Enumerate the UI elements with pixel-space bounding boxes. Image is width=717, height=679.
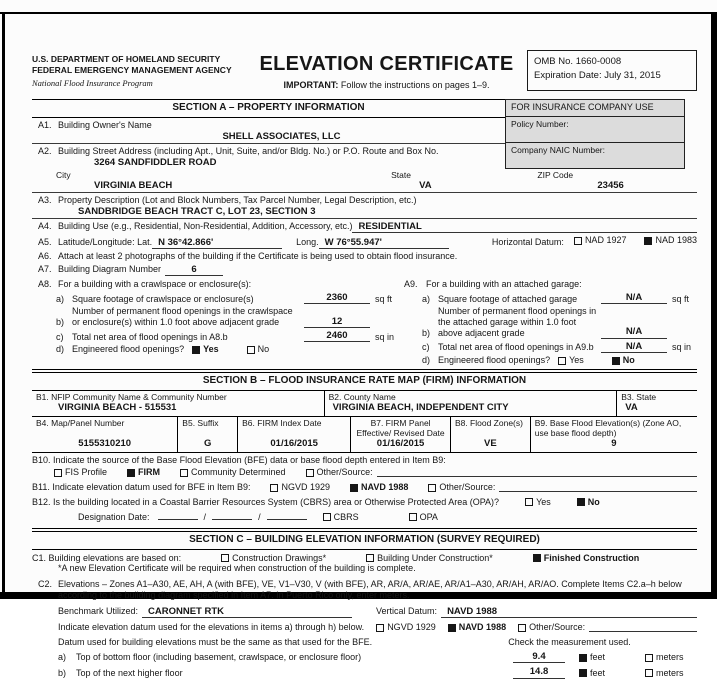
field-a2-num: A2. xyxy=(38,145,52,156)
b6-cell xyxy=(238,417,351,452)
benchmark-label: Benchmark Utilized: xyxy=(58,605,139,616)
field-a3-num: A3. xyxy=(38,194,52,205)
c2b-meters-checkbox-icon xyxy=(645,669,653,677)
field-a2-label: Building Street Address (including Apt., Unit, Suite, and/or Bldg. No.) or P.O. Route and Box No. xyxy=(58,145,439,156)
designation-year-field[interactable] xyxy=(267,512,307,520)
c-datum-label: Indicate elevation datum used for the elevations in items a) through h) below. xyxy=(58,622,365,633)
a9d-no-label: No xyxy=(622,355,635,366)
building-diagram-number-value[interactable]: 6 xyxy=(165,264,223,276)
benchmark-value[interactable]: CARONNET RTK xyxy=(142,606,352,618)
slash-1: / xyxy=(203,511,207,522)
a8d-no-checkbox[interactable] xyxy=(247,344,270,355)
important-label: IMPORTANT: xyxy=(283,80,339,90)
b11-navd-label: NAVD 1988 xyxy=(361,482,409,493)
benchmark-row xyxy=(32,601,697,618)
c1-under-construction-label: Building Under Construction* xyxy=(377,552,493,563)
c1-drawings-label: Construction Drawings* xyxy=(232,552,327,563)
field-a9c xyxy=(404,341,697,353)
c-navd-label: NAVD 1988 xyxy=(458,622,507,633)
field-b11-label: Indicate elevation datum used for BFE in Item B9: xyxy=(52,482,251,493)
b11-other-checkbox[interactable] xyxy=(428,482,697,493)
a8d-yes-checkbox[interactable] xyxy=(192,344,219,355)
b12-yes-checkbox-icon xyxy=(525,498,533,506)
longitude-value[interactable]: W 76°55.947' xyxy=(319,237,449,249)
field-a6-label: Attach at least 2 photographs of the building if the Certificate is being used to obtain flood insurance. xyxy=(58,251,458,262)
field-a8 xyxy=(32,279,400,366)
b5-label: B5. Suffix xyxy=(182,417,219,428)
top-of-bottom-floor-value[interactable]: 9.4 xyxy=(513,651,565,663)
b2-cell xyxy=(325,391,618,416)
c-datum-row xyxy=(32,618,697,635)
state-b3-value[interactable]: VA xyxy=(625,402,638,414)
field-c2b xyxy=(32,666,697,678)
field-a8-heading: For a building with a crawlspace or enclosure(s): xyxy=(58,279,252,290)
c2a-feet-label: feet xyxy=(590,652,606,663)
nad-1927-checkbox-icon xyxy=(574,237,582,245)
field-c2b-num: b) xyxy=(58,667,67,678)
field-a9d xyxy=(404,355,697,366)
b3-cell xyxy=(617,391,697,416)
field-a8a-num: a) xyxy=(56,293,65,304)
field-a6-num: A6. xyxy=(38,251,52,262)
field-a1-label: Building Owner's Name xyxy=(58,119,152,130)
a8d-no-label: No xyxy=(257,344,270,355)
field-a9a-unit: sq ft xyxy=(672,293,690,304)
company-naic-field[interactable]: Company NAIC Number: xyxy=(511,144,606,155)
field-a8c-unit: sq in xyxy=(375,331,395,342)
c1-finished-checkbox[interactable] xyxy=(533,553,640,564)
map-panel-number-value[interactable]: 5155310210 xyxy=(78,438,132,450)
field-a9-num: A9. xyxy=(404,279,418,290)
city-state-zip-row xyxy=(32,169,697,193)
field-a8b-label: Number of permanent flood openings in the crawlspace or enclosure(s) within 1.0 foot above adjacent grade xyxy=(72,306,293,328)
nad-1983-checkbox-icon xyxy=(644,237,652,245)
b10-community-label: Community Determined xyxy=(191,467,286,478)
field-a1-num: A1. xyxy=(38,119,52,130)
garage-openings-area-value[interactable]: N/A xyxy=(601,341,667,353)
b12-no-checkbox-icon xyxy=(577,498,585,506)
state-field xyxy=(391,170,537,192)
designation-month-field[interactable] xyxy=(158,512,198,520)
b10-firm-checkbox[interactable] xyxy=(127,467,160,478)
b1-cell xyxy=(32,391,325,416)
omb-number: OMB No. 1660-0008 xyxy=(534,56,622,67)
field-a9b xyxy=(404,306,697,338)
field-b11 xyxy=(32,480,697,495)
c2a-feet-checkbox-icon xyxy=(579,654,587,662)
b9-cell xyxy=(531,417,697,452)
section-b-header xyxy=(32,369,697,391)
field-b12-label: Is the building located in a Coastal Barrier Resources System (CBRS) area or Otherwise Protected Area (OPA)? xyxy=(53,497,500,508)
b10-firm-checkbox-icon xyxy=(127,469,135,477)
b11-ngvd-label: NGVD 1929 xyxy=(281,482,331,493)
nad-1927-label: NAD 1927 xyxy=(584,235,627,246)
b10-community-checkbox[interactable] xyxy=(180,467,286,478)
b9-label: B9. Base Flood Elevation(s) (Zone AO, use base flood depth) xyxy=(534,417,682,438)
c2a-meters-checkbox[interactable] xyxy=(645,652,697,663)
b7-cell xyxy=(351,417,451,452)
b8-cell xyxy=(451,417,531,452)
c-datum-note-row xyxy=(32,635,697,648)
title-block xyxy=(246,50,527,91)
insurance-box-title: FOR INSURANCE COMPANY USE xyxy=(506,100,684,117)
state-label: State xyxy=(391,170,411,181)
field-a3-label: Property Description (Lot and Block Numbers, Tax Parcel Number, Legal Description, etc.) xyxy=(58,194,417,205)
c1-drawings-checkbox-icon xyxy=(221,554,229,562)
b10-fis-checkbox[interactable] xyxy=(54,467,107,478)
c-navd-checkbox-icon xyxy=(448,624,456,632)
opa-label: OPA xyxy=(419,511,438,522)
designation-date-label: Designation Date: xyxy=(78,511,150,522)
b7-label: B7. FIRM Panel Effective/ Revised Date xyxy=(356,417,445,438)
field-a7-num: A7. xyxy=(38,263,52,274)
crawlspace-openings-count-value[interactable]: 12 xyxy=(304,316,370,328)
opa-checkbox[interactable] xyxy=(409,512,438,523)
field-a3 xyxy=(32,193,697,219)
form-title: ELEVATION CERTIFICATE xyxy=(259,53,514,75)
a9d-no-checkbox-icon xyxy=(612,357,620,365)
c2b-meters-label: meters xyxy=(656,667,684,678)
field-a7-label: Building Diagram Number xyxy=(58,263,162,274)
latitude-value[interactable]: N 36°42.866' xyxy=(152,237,282,249)
c1-note: *A new Elevation Certificate will be required when construction of the building is complete. xyxy=(58,563,416,574)
b11-other-label: Other/Source: xyxy=(439,482,496,493)
field-c1-label: Building elevations are based on: xyxy=(48,552,182,563)
cbrs-checkbox[interactable] xyxy=(323,512,359,523)
field-c2a-num: a) xyxy=(58,652,67,663)
b10-other-checkbox-icon xyxy=(306,469,314,477)
b5-cell xyxy=(178,417,238,452)
a9d-yes-label: Yes xyxy=(569,355,584,366)
b10-fis-label: FIS Profile xyxy=(65,467,108,478)
b10-community-checkbox-icon xyxy=(180,469,188,477)
field-b10-label: Indicate the source of the Base Flood Elevation (BFE) data or base flood depth entered in Item B9: xyxy=(53,454,446,465)
c-other-label: Other/Source: xyxy=(529,622,586,633)
c2a-meters-label: meters xyxy=(656,652,684,663)
a8d-no-checkbox-icon xyxy=(247,346,255,354)
field-a8d-label: Engineered flood openings? xyxy=(72,344,185,355)
important-text: Follow the instructions on pages 1–9. xyxy=(340,80,490,90)
a8-a9-block xyxy=(32,279,697,366)
field-a9a-num: a) xyxy=(422,293,431,304)
field-a9c-num: c) xyxy=(422,342,430,353)
designation-date-row xyxy=(32,510,697,525)
c1-under-construction-checkbox-icon xyxy=(366,554,374,562)
b12-no-label: No xyxy=(587,497,600,508)
b11-ngvd-checkbox-icon xyxy=(270,484,278,492)
field-a9 xyxy=(400,279,697,366)
field-a9d-label: Engineered flood openings? xyxy=(438,355,551,366)
field-b12 xyxy=(32,495,697,510)
field-a9a xyxy=(404,292,697,304)
opa-checkbox-icon xyxy=(409,513,417,521)
field-b12-num: B12. xyxy=(32,497,51,508)
form-content xyxy=(32,50,697,679)
nad-1983-label: NAD 1983 xyxy=(655,235,697,246)
form-header xyxy=(32,50,697,91)
crawlspace-openings-area-value[interactable]: 2460 xyxy=(304,330,370,342)
expiration-date: Expiration Date: July 31, 2015 xyxy=(534,70,661,82)
field-a8b-num: b) xyxy=(56,317,65,328)
field-a4-num: A4. xyxy=(38,220,52,231)
field-a2 xyxy=(32,144,505,169)
c-ngvd-label: NGVD 1929 xyxy=(387,622,436,633)
city-value[interactable]: VIRGINIA BEACH xyxy=(94,180,173,192)
section-c-header xyxy=(32,528,697,550)
c2b-feet-checkbox[interactable] xyxy=(579,668,631,679)
agency-line-3: National Flood Insurance Program xyxy=(32,78,153,89)
field-a5 xyxy=(32,233,697,249)
field-a4 xyxy=(32,219,697,233)
property-description-value[interactable]: SANDBRIDGE BEACH TRACT C, LOT 23, SECTION 3 xyxy=(78,205,316,217)
base-flood-elevation-value[interactable]: 9 xyxy=(611,438,617,450)
b3-label: B3. State xyxy=(621,392,657,403)
c1-finished-checkbox-icon xyxy=(533,554,541,562)
b1-label: B1. NFIP Community Name & Community Number xyxy=(36,392,227,403)
b6-label: B6. FIRM Index Date xyxy=(242,417,322,428)
longitude-label: Long. xyxy=(296,236,319,247)
zip-field xyxy=(537,170,697,192)
field-b10 xyxy=(32,453,697,481)
c-ngvd-checkbox[interactable] xyxy=(376,622,436,633)
garage-openings-count-value[interactable]: N/A xyxy=(601,326,667,338)
field-a8c xyxy=(32,330,400,342)
field-a8a-label: Square footage of crawlspace or enclosure(s) xyxy=(72,293,254,304)
field-a1 xyxy=(32,118,505,144)
top-of-next-floor-value[interactable]: 14.8 xyxy=(513,666,565,678)
field-a8c-num: c) xyxy=(56,331,64,342)
field-a9b-label: Number of permanent flood openings in the attached garage within 1.0 foot above adjacent grade xyxy=(438,306,597,339)
field-a5-num: A5. xyxy=(38,236,52,247)
slash-2: / xyxy=(258,511,261,522)
field-c1-num: C1. xyxy=(32,552,47,563)
field-a9-heading: For a building with an attached garage: xyxy=(426,279,582,290)
firm-index-date-value[interactable]: 01/16/2015 xyxy=(270,438,318,450)
field-a8a-unit: sq ft xyxy=(375,293,393,304)
field-a9a-label: Square footage of attached garage xyxy=(438,293,578,304)
city-field xyxy=(32,170,391,192)
c-other-source-field[interactable] xyxy=(589,624,697,632)
crawlspace-sqft-value[interactable]: 2360 xyxy=(304,292,370,304)
cbrs-checkbox-icon xyxy=(323,513,331,521)
c1-finished-label: Finished Construction xyxy=(543,552,640,563)
field-a5-label: Latitude/Longitude: Lat. xyxy=(58,236,153,247)
c2b-feet-checkbox-icon xyxy=(579,669,587,677)
garage-sqft-value[interactable]: N/A xyxy=(601,292,667,304)
flood-zone-value[interactable]: VE xyxy=(483,438,497,450)
field-b11-num: B11. xyxy=(32,482,50,493)
field-a9d-num: d) xyxy=(422,355,431,366)
field-a8-num: A8. xyxy=(38,279,52,290)
vertical-datum-label: Vertical Datum: xyxy=(376,605,438,616)
b4-label: B4. Map/Panel Number xyxy=(36,417,125,428)
c2a-feet-checkbox[interactable] xyxy=(579,652,631,663)
c-other-checkbox[interactable] xyxy=(518,622,697,633)
field-a8d xyxy=(32,344,400,355)
b1-b3-table xyxy=(32,391,697,417)
a8d-yes-checkbox-icon xyxy=(192,346,200,354)
b11-ngvd-checkbox[interactable] xyxy=(270,482,330,493)
policy-number-field[interactable]: Policy Number: xyxy=(506,117,684,143)
section-c-title: SECTION C – BUILDING ELEVATION INFORMATION (SURVEY REQUIRED) xyxy=(32,531,697,550)
a9d-yes-checkbox[interactable] xyxy=(558,355,584,366)
street-address-value[interactable]: 3264 SANDFIDDLER ROAD xyxy=(94,156,217,168)
field-a8d-num: d) xyxy=(56,344,65,355)
b10-other-checkbox[interactable] xyxy=(306,467,697,478)
field-a4-label: Building Use (e.g., Residential, Non-Residential, Addition, Accessory, etc.) xyxy=(58,220,353,231)
c-navd-checkbox[interactable] xyxy=(448,622,506,633)
field-a8b xyxy=(32,306,400,328)
nfip-community-value[interactable]: VIRGINIA BEACH - 515531 xyxy=(58,402,177,414)
c-ngvd-checkbox-icon xyxy=(376,624,384,632)
field-a8c-label: Total net area of flood openings in A8.b xyxy=(72,331,228,342)
building-use-value[interactable]: RESIDENTIAL xyxy=(352,221,697,233)
checkbox-nad-1983[interactable] xyxy=(644,235,697,246)
b10-other-label: Other/Source: xyxy=(316,467,373,478)
field-c2b-label: Top of the next higher floor xyxy=(76,667,183,678)
c2b-feet-label: feet xyxy=(590,667,606,678)
b11-other-checkbox-icon xyxy=(428,484,436,492)
a8d-yes-label: Yes xyxy=(203,344,219,355)
b11-other-source-field[interactable] xyxy=(499,484,697,492)
section-a-top xyxy=(32,99,697,169)
important-note xyxy=(246,80,527,91)
county-name-value[interactable]: VIRGINIA BEACH, INDEPENDENT CITY xyxy=(332,402,509,414)
owner-name-value[interactable]: SHELL ASSOCIATES, LLC xyxy=(222,130,341,142)
scan-border-left xyxy=(2,12,5,599)
field-b10-num: B10. xyxy=(32,454,51,465)
c2b-meters-checkbox[interactable] xyxy=(645,668,697,679)
state-value[interactable]: VA xyxy=(419,180,432,192)
b10-fis-checkbox-icon xyxy=(54,469,62,477)
field-c1 xyxy=(32,550,697,575)
field-a9c-label: Total net area of flood openings in A9.b xyxy=(438,342,594,353)
suffix-value[interactable]: G xyxy=(204,438,212,450)
section-b-title: SECTION B – FLOOD INSURANCE RATE MAP (FIRM) INFORMATION xyxy=(32,372,697,391)
designation-day-field[interactable] xyxy=(212,512,252,520)
agency-line-2: FEDERAL EMERGENCY MANAGEMENT AGENCY xyxy=(32,65,232,76)
c-datum-note: Datum used for building elevations must be the same as that used for the BFE. xyxy=(58,637,373,647)
b8-label: B8. Flood Zone(s) xyxy=(454,417,523,428)
agency-block xyxy=(32,50,246,89)
c1-under-construction-checkbox[interactable] xyxy=(366,553,493,564)
check-measurement-label: Check the measurement used. xyxy=(508,637,631,647)
c1-drawings-checkbox[interactable] xyxy=(221,553,326,564)
b11-navd-checkbox[interactable] xyxy=(350,482,408,493)
omb-box xyxy=(527,50,697,91)
section-a-title: SECTION A – PROPERTY INFORMATION xyxy=(32,99,505,118)
b12-yes-checkbox[interactable] xyxy=(525,497,551,508)
field-c2a-label: Top of bottom floor (including basement, crawlspace, or enclosure floor) xyxy=(76,652,362,663)
a9d-yes-checkbox-icon xyxy=(558,357,566,365)
field-c2-num: C2. xyxy=(38,579,53,590)
zip-value[interactable]: 23456 xyxy=(597,180,624,192)
field-c2-label: Elevations – Zones A1–A30, AE, AH, A (with BFE), VE, V1–V30, V (with BFE), AR, AR/A, AR/AE, AR/A1–A30, AR/AH, AR/AO. Complete Items C2.a–h below according to the building diagram specified in Item A7. In Puerto Rico only, enter meters. xyxy=(58,579,682,601)
zip-label: ZIP Code xyxy=(537,170,574,181)
a9d-no-checkbox[interactable] xyxy=(612,355,635,366)
agency-line-1: U.S. DEPARTMENT OF HOMELAND SECURITY xyxy=(32,54,221,64)
b4-cell xyxy=(32,417,178,452)
b11-navd-checkbox-icon xyxy=(350,484,358,492)
cbrs-label: CBRS xyxy=(333,511,359,522)
field-a9b-num: b) xyxy=(422,328,431,339)
scan-border-right xyxy=(711,12,717,599)
field-a8a xyxy=(32,292,400,304)
b12-no-checkbox[interactable] xyxy=(577,497,600,508)
b4-b9-table xyxy=(32,417,697,453)
b10-other-source-field[interactable] xyxy=(377,469,697,477)
field-a6 xyxy=(32,249,697,262)
b10-firm-label: FIRM xyxy=(138,467,161,478)
c-other-checkbox-icon xyxy=(518,624,526,632)
checkbox-nad-1927[interactable] xyxy=(574,235,627,246)
b12-yes-label: Yes xyxy=(536,497,551,508)
horizontal-datum-label: Horizontal Datum: xyxy=(491,236,564,247)
field-a7 xyxy=(32,262,697,276)
scan-border-top xyxy=(0,12,717,14)
field-c2 xyxy=(32,574,697,601)
b2-label: B2. County Name xyxy=(328,392,396,403)
vertical-datum-value[interactable]: NAVD 1988 xyxy=(441,606,697,618)
city-label: City xyxy=(56,170,71,181)
field-c2a xyxy=(32,651,697,663)
insurance-company-use-box xyxy=(505,99,685,169)
field-a9c-unit: sq in xyxy=(672,342,692,353)
firm-panel-date-value[interactable]: 01/16/2015 xyxy=(376,438,425,450)
c2a-meters-checkbox-icon xyxy=(645,654,653,662)
